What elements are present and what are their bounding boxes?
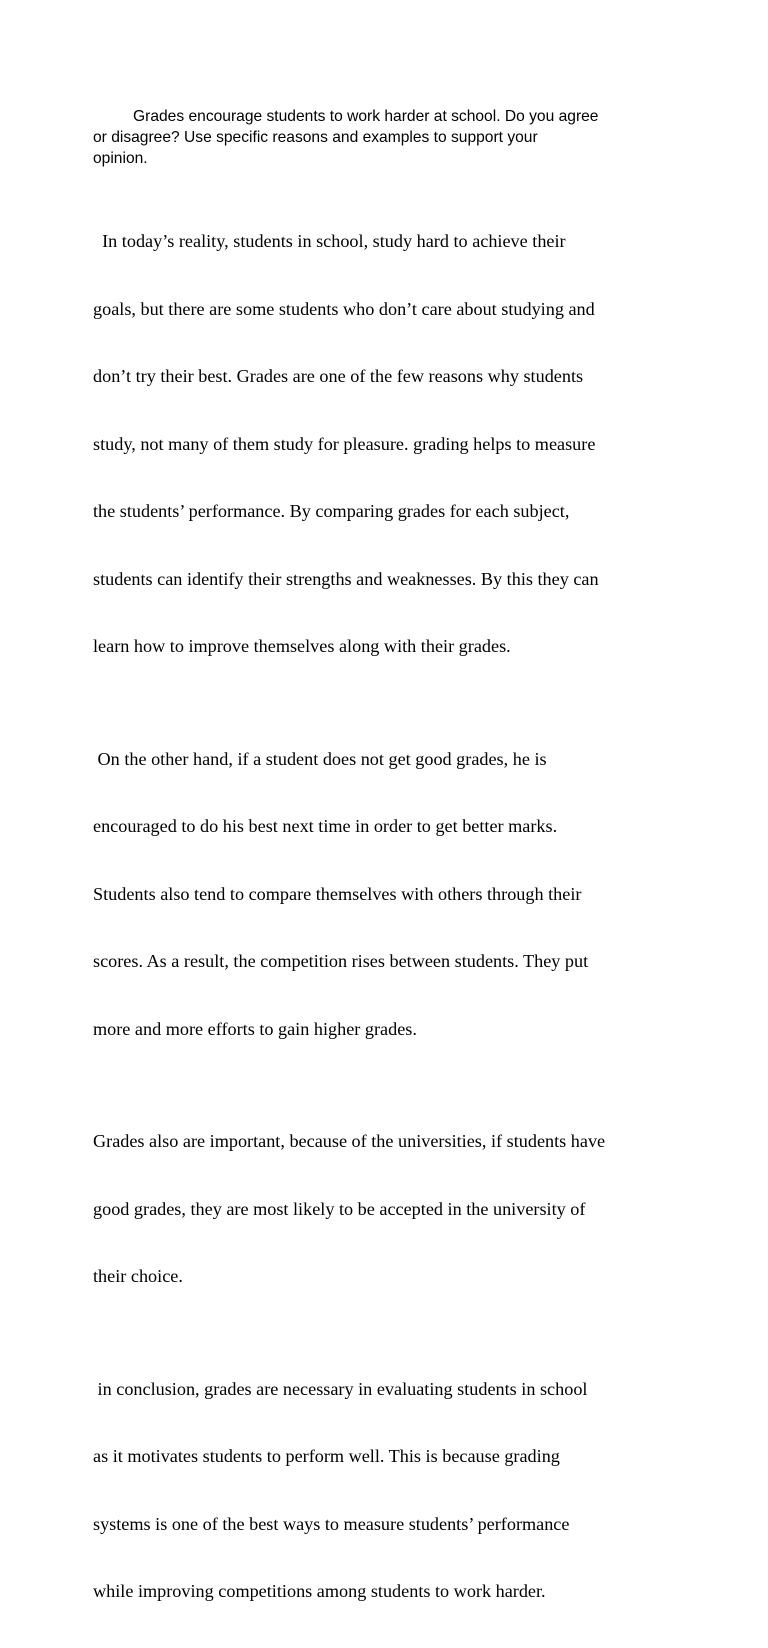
essay-paragraph-universities [93, 1085, 683, 1333]
essay-line: as it motivates students to perform well. This is because grading [93, 1446, 560, 1466]
essay-line: don’t try their best. Grades are one of the few reasons why students [93, 366, 584, 386]
prompt-line: or disagree? Use specific reasons and examples to support your [93, 129, 538, 146]
essay-line: while improving competitions among students to work harder. [93, 1581, 546, 1601]
essay-line: On the other hand, if a student does not get good grades, he is [93, 748, 547, 769]
essay-line: Grades also are important, because of the universities, if students have [93, 1131, 606, 1151]
essay-line: the students’ performance. By comparing grades for each subject, [93, 501, 570, 521]
essay-paragraph-conclusion [93, 1333, 683, 1648]
essay-line: their choice. [93, 1266, 183, 1286]
essay-prompt [93, 106, 683, 169]
essay-line: more and more efforts to gain higher grades. [93, 1018, 417, 1039]
essay-paragraph-other-hand [93, 703, 683, 1086]
essay-line: In today’s reality, students in school, study hard to achieve their [93, 231, 566, 251]
prompt-line: opinion. [93, 150, 148, 167]
essay-line: goals, but there are some students who don’t care about studying and [93, 298, 595, 319]
essay-line: students can identify their strengths and weaknesses. By this they can [93, 568, 599, 589]
essay-line: encouraged to do his best next time in order to get better marks. [93, 816, 558, 836]
essay-line: Students also tend to compare themselves with others through their [93, 883, 582, 904]
prompt-line: Grades encourage students to work harder at school. Do you agree [133, 108, 599, 125]
essay-body [93, 185, 683, 1648]
essay-line: scores. As a result, the competition rises between students. They put [93, 951, 589, 971]
essay-line: in conclusion, grades are necessary in evaluating students in school [93, 1378, 588, 1399]
essay-line: systems is one of the best ways to measure students’ performance [93, 1513, 570, 1534]
essay-paragraph-intro [93, 185, 683, 703]
essay-line: good grades, they are most likely to be accepted in the university of [93, 1198, 586, 1219]
essay-line: study, not many of them study for pleasure. grading helps to measure [93, 433, 596, 454]
document-page [93, 106, 683, 1648]
essay-line: learn how to improve themselves along with their grades. [93, 636, 511, 656]
